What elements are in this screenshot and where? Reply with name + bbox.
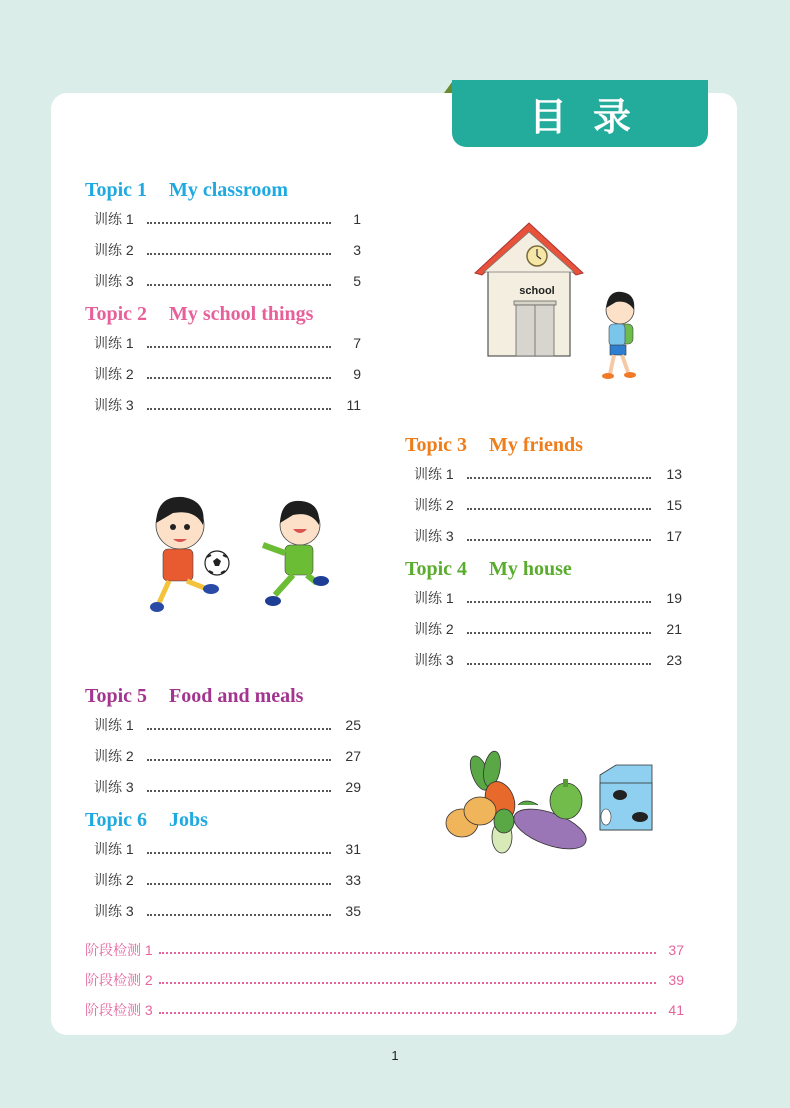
entry-label: 训练 2 (414, 621, 454, 637)
entry-label: 训练 3 (94, 779, 134, 795)
dot-leader (147, 377, 331, 379)
toc-entry[interactable] (94, 235, 361, 266)
page-number: 1 (391, 1048, 399, 1063)
bell-pepper-icon (550, 779, 582, 819)
dot-leader (467, 663, 651, 665)
potato-icon (446, 797, 496, 837)
title-tab (452, 80, 708, 147)
dot-leader (467, 477, 651, 479)
topic-title: Food and meals (169, 685, 304, 707)
topic-heading[interactable] (405, 555, 705, 583)
entry-label: 训练 3 (94, 397, 134, 413)
entry-label: 训练 3 (94, 273, 134, 289)
dot-leader (147, 790, 331, 792)
entry-label: 训练 3 (94, 903, 134, 919)
topic-heading[interactable] (85, 176, 385, 204)
dot-leader (147, 222, 331, 224)
entry-page: 31 (345, 841, 361, 857)
entry-page: 27 (345, 748, 361, 764)
milk-carton-icon (600, 765, 652, 830)
dot-leader (147, 253, 331, 255)
topic-number: Topic 2 (85, 303, 148, 325)
svg-text:school: school (519, 285, 555, 297)
entry-page: 17 (666, 528, 682, 544)
school-building-icon (475, 223, 583, 356)
toc-entry[interactable] (94, 359, 361, 390)
stage-tests (85, 935, 684, 1025)
entry-page: 5 (353, 273, 361, 289)
entry-label: 训练 1 (414, 590, 454, 606)
topic-heading[interactable] (405, 431, 705, 459)
topic-5 (85, 682, 385, 803)
dot-leader (159, 952, 656, 954)
dot-leader (147, 284, 331, 286)
entry-page: 35 (345, 903, 361, 919)
toc-entry[interactable] (414, 583, 682, 614)
topic-2 (85, 300, 385, 421)
topic-1 (85, 176, 385, 297)
dot-leader (147, 408, 331, 410)
entry-label: 训练 1 (94, 211, 134, 227)
stage-entry[interactable] (85, 995, 684, 1025)
entry-label: 训练 1 (414, 466, 454, 482)
entry-label: 训练 3 (414, 528, 454, 544)
toc-entry[interactable] (414, 521, 682, 552)
stage-page: 41 (668, 1002, 684, 1018)
entry-label: 训练 2 (94, 366, 134, 382)
boy-walking-icon (602, 292, 636, 379)
topic-title: My friends (489, 434, 583, 456)
toc-entry[interactable] (94, 266, 361, 297)
entry-page: 19 (666, 590, 682, 606)
toc-entry[interactable] (94, 710, 361, 741)
toc-entry[interactable] (94, 865, 361, 896)
topic-title: My house (489, 558, 572, 580)
toc-entry[interactable] (94, 772, 361, 803)
stage-page: 37 (668, 942, 684, 958)
topic-number: Topic 6 (85, 809, 148, 831)
entry-page: 7 (353, 335, 361, 351)
stage-entry[interactable] (85, 965, 684, 995)
toc-entry[interactable] (414, 614, 682, 645)
dot-leader (147, 759, 331, 761)
dot-leader (159, 982, 656, 984)
toc-entry[interactable] (94, 834, 361, 865)
entry-label: 训练 3 (414, 652, 454, 668)
stage-label: 阶段检测 2 (85, 972, 153, 988)
entry-label: 训练 1 (94, 841, 134, 857)
topic-title: My classroom (169, 179, 289, 201)
topic-number: Topic 3 (405, 434, 468, 456)
dot-leader (467, 632, 651, 634)
stage-page: 39 (668, 972, 684, 988)
entry-page: 23 (666, 652, 682, 668)
topic-number: Topic 4 (405, 558, 468, 580)
entry-page: 1 (353, 211, 361, 227)
toc-entry[interactable] (94, 328, 361, 359)
entry-label: 训练 2 (94, 242, 134, 258)
dot-leader (147, 883, 331, 885)
toc-entry[interactable] (414, 490, 682, 521)
dot-leader (147, 852, 331, 854)
topic-number: Topic 1 (85, 179, 148, 201)
entry-label: 训练 2 (94, 872, 134, 888)
boy-green-shirt-icon (263, 501, 329, 606)
entry-page: 9 (353, 366, 361, 382)
topic-title: My school things (169, 303, 314, 325)
toc-entry[interactable] (94, 741, 361, 772)
dot-leader (147, 346, 331, 348)
topic-4 (405, 555, 705, 676)
entry-label: 训练 2 (94, 748, 134, 764)
entry-page: 33 (345, 872, 361, 888)
entry-label: 训练 1 (94, 335, 134, 351)
entry-page: 11 (346, 397, 361, 413)
tab-fold (444, 82, 452, 93)
entry-page: 29 (345, 779, 361, 795)
stage-label: 阶段检测 3 (85, 1002, 153, 1018)
dot-leader (147, 914, 331, 916)
stage-label: 阶段检测 1 (85, 942, 153, 958)
topic-title: Jobs (169, 809, 208, 831)
entry-label: 训练 2 (414, 497, 454, 513)
dot-leader (159, 1012, 656, 1014)
bok-choy-icon (492, 809, 514, 853)
entry-page: 25 (345, 717, 361, 733)
dot-leader (467, 508, 651, 510)
dot-leader (467, 601, 651, 603)
dot-leader (467, 539, 651, 541)
topic-heading[interactable] (85, 806, 385, 834)
page-title: 目录 (528, 94, 657, 139)
toc-entry[interactable] (94, 896, 361, 927)
toc-entry[interactable] (414, 459, 682, 490)
topic-number: Topic 5 (85, 685, 148, 707)
entry-page: 3 (353, 242, 361, 258)
topic-3 (405, 431, 705, 552)
topic-6 (85, 806, 385, 927)
toc-entry[interactable] (414, 645, 682, 676)
food-illustration (440, 745, 670, 865)
entry-page: 21 (666, 621, 682, 637)
toc-entry[interactable] (94, 390, 361, 421)
entry-label: 训练 1 (94, 717, 134, 733)
entry-page: 13 (666, 466, 682, 482)
stage-entry[interactable] (85, 935, 684, 965)
topic-heading[interactable] (85, 300, 385, 328)
entry-page: 15 (666, 497, 682, 513)
soccer-ball-icon (205, 551, 229, 575)
dot-leader (147, 728, 331, 730)
boys-playing-football-illustration (135, 485, 335, 620)
topic-heading[interactable] (85, 682, 385, 710)
school-illustration (470, 218, 650, 388)
toc-entry[interactable] (94, 204, 361, 235)
